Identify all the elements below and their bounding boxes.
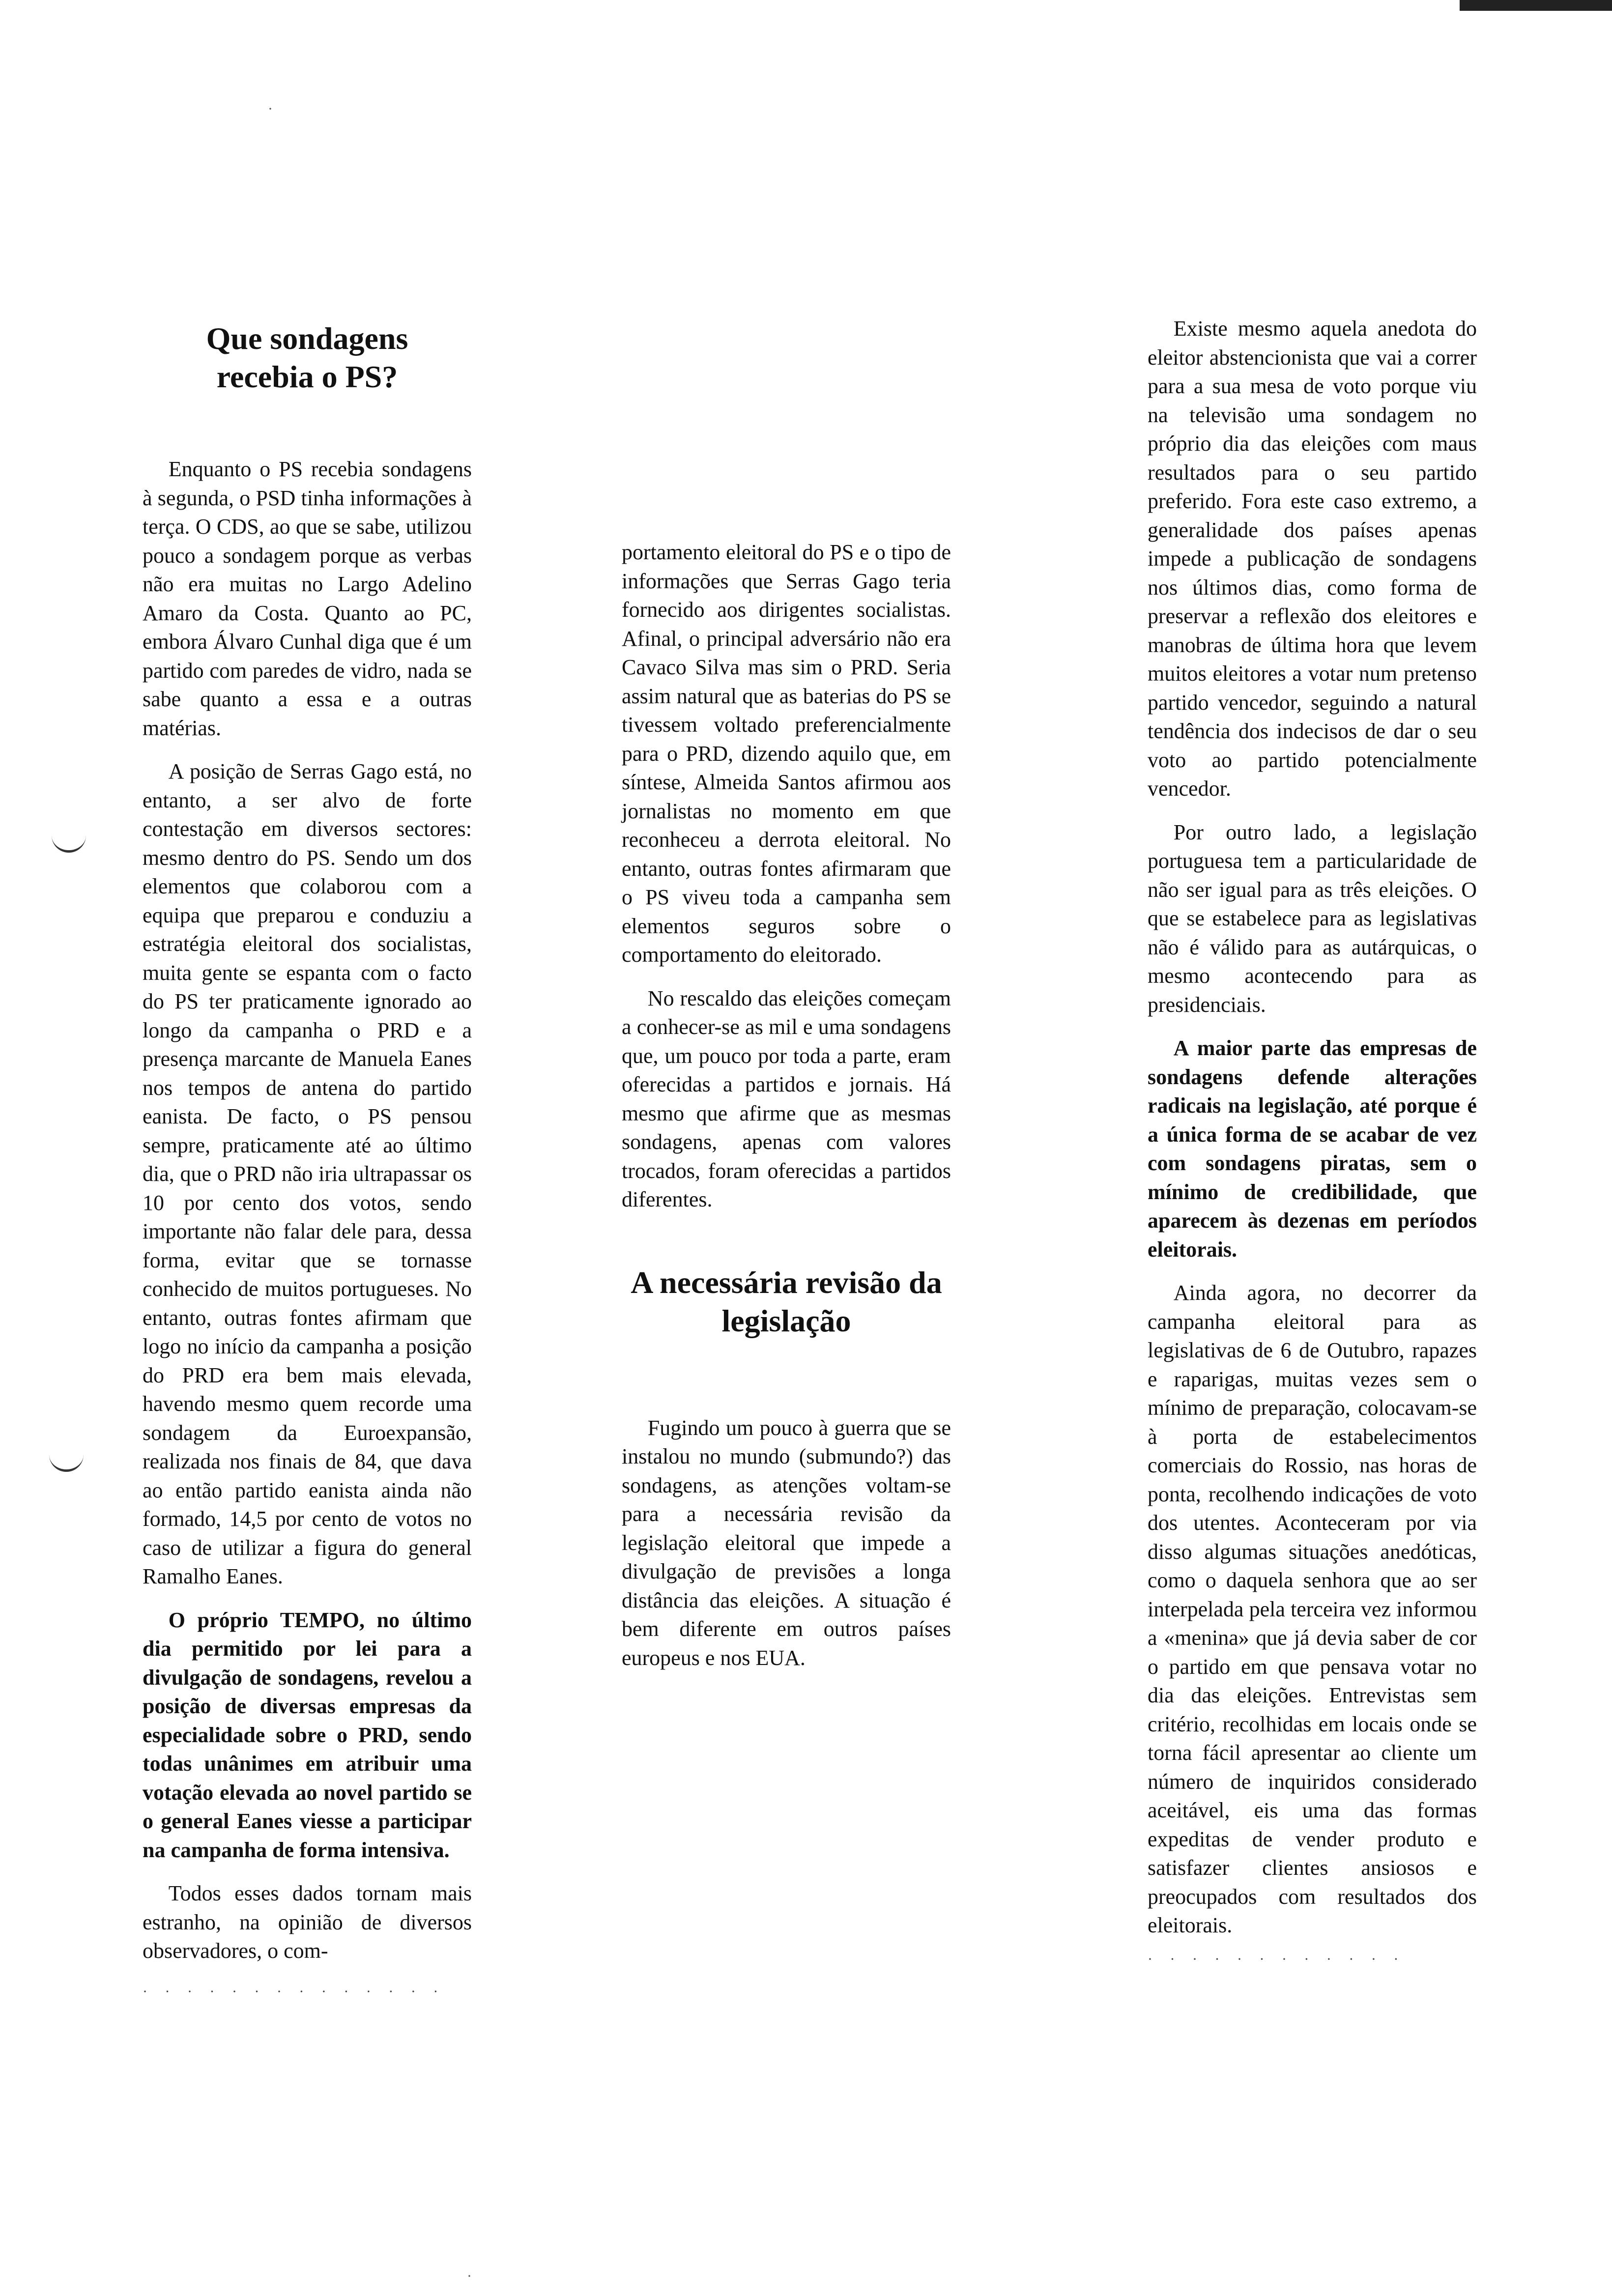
margin-mark-bottom — [49, 1455, 84, 1472]
heading-que-sondagens: Que sondagens recebia o PS? — [206, 321, 408, 394]
margin-mark-top — [52, 835, 86, 853]
heading-necessaria-revisao: A necessária revisão da legislação — [631, 1264, 942, 1338]
col2-paragraph-1: portamento eleitoral do PS e o tipo de informações que Serras Gago teria fornecido aos dirigentes socialistas. Afinal, o principal adversário não era Cavaco Silva mas sim o PRD. Seria assim natural que as baterias do PS se tivessem voltado preferencialmente para o PRD, dizendo aquilo que, em síntese, Almeida Santos afirmou aos jornalistas no momento em que reconheceu a derrota eleitoral. No entanto, outras fontes afirmaram que o PS viveu toda a campanha sem elementos seguros sobre o comportamento do eleitorado. — [622, 540, 951, 967]
col1-paragraph-3: O próprio TEMPO, no último dia permitido por lei para a divulgação de sondagens, revelou a posição de diversas empresas da especialidade sobre o PRD, sendo todas unânimes em atribuir uma votação elevada ao novel partido se o general Eanes viesse a participar na campanha de forma intensiva. — [143, 1607, 472, 1862]
col3-paragraph-3: A maior parte das empresas de sondagens defende alterações radicais na legislação, até porque é a única forma de se acabar de vez com sondagens piratas, sem o mínimo de credibilidade, que aparecem às dezenas em períodos eleitorais. — [1148, 1036, 1477, 1262]
col3-paragraph-2: Por outro lado, a legislação portuguesa tem a particularidade de não ser igual para as três eleições. O que se estabelece para as legislativas não é válido para as autárquicas, o mesmo acontecendo para as presidenciais. — [1148, 820, 1477, 1017]
col1-paragraph-1: Enquanto o PS recebia sondagens à segunda, o PSD tinha informações à terça. O CDS, ao que se sabe, utilizou pouco a sondagem porque as verbas não era muitas no Largo Adelino Amaro da Costa. Quanto ao PC, embora Álvaro Cunhal diga que é um partido com paredes de vidro, nada se sabe quanto a essa e a outras matérias. — [143, 457, 472, 740]
column-2 — [622, 538, 951, 1672]
col3-paragraph-1: Existe mesmo aquela anedota do eleitor abstencionista que vai a correr para a sua mesa de voto porque viu na televisão uma sondagem no próprio dia das eleições com maus resultados para o seu partido preferido. Fora este caso extremo, a generalidade dos países apenas impede a publicação de sondagens nos últimos dias, como forma de preservar a reflexão dos eleitores e manobras de última hora que levem muitos eleitores a votar num pretenso partido vencedor, seguindo a natural tendência dos indecisos de dar o seu voto ao partido potencialmente vencedor. — [1148, 316, 1477, 801]
col1-paragraph-2: A posição de Serras Gago está, no entanto, a ser alvo de forte contestação em diversos sectores: mesmo dentro do PS. Sendo um dos elementos que colaborou com a equipa que preparou e conduziu a estratégia eleitoral dos socialistas, muita gente se espanta com o facto do PS ter praticamente ignorado ao longo da campanha o PRD e a presença marcante de Manuela Eanes nos tempos de antena do partido eanista. De facto, o PS pensou sempre, praticamente até ao último dia, que o PRD não iria ultrapassar os 10 por cento dos votos, sendo importante não falar dele para, dessa forma, evitar que se tornasse conhecido de muitos portugueses. No entanto, outras fontes afirmam que logo no início da campanha a posição do PRD era bem mais elevada, havendo mesmo quem recorde uma sondagem da Euroexpansão, realizada nos finais de 84, que dava ao então partido eanista ainda não formado, 14,5 por cento de votos no caso de utilizar a figura do general Ramalho Eanes. — [143, 759, 472, 1588]
col2-paragraph-2: No rescaldo das eleições começam a conhecer-se as mil e uma sondagens que, um pouco por toda a parte, eram oferecidas a partidos e jornais. Há mesmo que afirme que as mesmas sondagens, apenas com valores trocados, foram oferecidas a partidos diferentes. — [622, 986, 951, 1211]
col1-paragraph-4: Todos esses dados tornam mais estranho, na opinião de diversos observadores, o com- — [143, 1881, 472, 1963]
col1-footer-specks: · · · · · · · · · · · · · · — [143, 1983, 445, 2000]
top-rule — [1460, 0, 1612, 11]
scan-dot-top: · — [268, 101, 273, 117]
col3-footer-specks: · · · · · · · · · · · · — [1148, 1951, 1406, 1967]
col3-paragraph-4: Ainda agora, no decorrer da campanha eleitoral para as legislativas de 6 de Outubro, rapazes e raparigas, muitas vezes sem o mínimo de preparação, colocavam-se à porta de estabelecimentos comerciais do Rossio, nas horas de ponta, recolhendo indicações de voto dos utentes. Aconteceram por via disso algumas situações anedóticas, como o daquela senhora que ao ser interpelada pela terceira vez informou a «menina» que já devia saber de cor o partido em que pensava votar no dia das eleições. Entrevistas sem critério, recolhidas em locais onde se torna fácil apresentar ao cliente um número de inquiridos considerado aceitável, eis uma das formas expeditas de vender produto e satisfazer clientes ansiosos e preocupados com resultados dos eleitorais. — [1148, 1281, 1477, 1937]
scan-dot-bottom: · — [467, 2268, 472, 2284]
col2-paragraph-3: Fugindo um pouco à guerra que se instalou no mundo (submundo?) das sondagens, as atenções voltam-se para a necessária revisão da legislação eleitoral que impede a divulgação de previsões a longa distância das eleições. A situação é bem diferente em outros países europeus e nos EUA. — [622, 1415, 951, 1670]
column-3 — [1148, 315, 1477, 1974]
column-1 — [143, 319, 472, 2006]
